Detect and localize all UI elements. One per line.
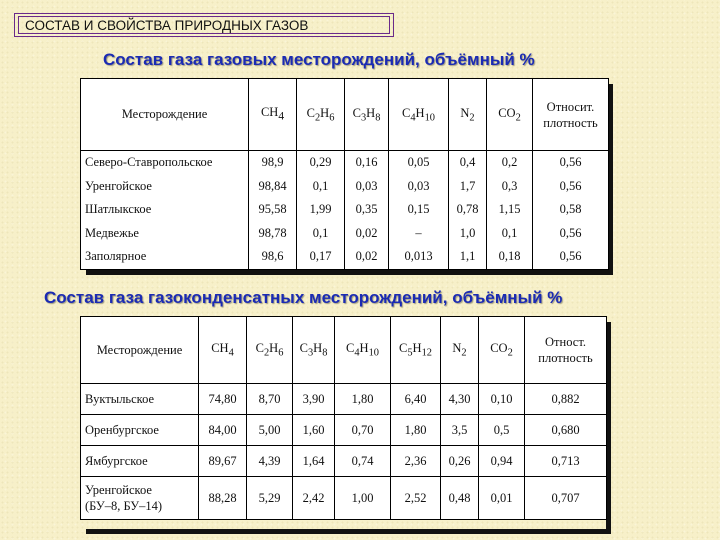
table-header-row [81, 317, 607, 384]
header-c3h8: $C_3H_8$ [345, 79, 389, 151]
table-row: Уренгойское 98,84 0,1 0,03 0,03 1,7 0,3 0,56 [81, 175, 609, 199]
header-c2h6: $C_2H_6$ [247, 317, 293, 384]
condensate-fields-table [80, 316, 607, 520]
table-row: Ямбургское 89,67 4,39 1,64 0,74 2,36 0,26 0,94 0,713 [81, 446, 607, 477]
header-ch4: $CH_4$ [199, 317, 247, 384]
table-row: Вуктыльское 74,80 8,70 3,90 1,80 6,40 4,30 0,10 0,882 [81, 384, 607, 415]
header-field: Месторождение [81, 79, 249, 151]
gas-fields-heading: Состав газа газовых месторождений, объёмный % [103, 50, 535, 69]
table1-shadow-bottom [86, 270, 613, 275]
gas-fields-table [80, 78, 609, 270]
table2-shadow-bottom [86, 529, 611, 534]
header-c2h6: $C_2H_6$ [297, 79, 345, 151]
table-header-row [81, 79, 609, 151]
table-row: Северо-Ставропольское 98,9 0,29 0,16 0,05 0,4 0,2 0,56 [81, 151, 609, 175]
table-row: Уренгойское (БУ–8, БУ–14) 88,28 5,29 2,42 1,00 2,52 0,48 0,01 0,707 [81, 477, 607, 520]
header-density: Отност. плотность [525, 317, 607, 384]
header-co2: $CO_2$ [479, 317, 525, 384]
table-row: Оренбургское 84,00 5,00 1,60 0,70 1,80 3,5 0,5 0,680 [81, 415, 607, 446]
header-n2: $N_2$ [449, 79, 487, 151]
page-title: СОСТАВ И СВОЙСТВА ПРИРОДНЫХ ГАЗОВ [18, 16, 390, 34]
header-n2: $N_2$ [441, 317, 479, 384]
header-ch4: $CH_4$ [249, 79, 297, 151]
header-density: Относит. плотность [533, 79, 609, 151]
header-c3h8: $C_3H_8$ [293, 317, 335, 384]
header-co2: $CO_2$ [487, 79, 533, 151]
condensate-fields-heading: Состав газа газоконденсатных месторождений, объёмный % [44, 288, 563, 307]
table-row: Шатлыкское 95,58 1,99 0,35 0,15 0,78 1,15 0,58 [81, 198, 609, 222]
header-c4h10: $C_4H_{10}$ [389, 79, 449, 151]
table-row: Заполярное 98,6 0,17 0,02 0,013 1,1 0,18 0,56 [81, 245, 609, 269]
table-row: Медвежье 98,78 0,1 0,02 – 1,0 0,1 0,56 [81, 222, 609, 246]
page-title-frame [14, 13, 394, 37]
header-c4h10: $C_4H_{10}$ [335, 317, 391, 384]
header-c5h12: $C_5H_{12}$ [391, 317, 441, 384]
header-field: Месторождение [81, 317, 199, 384]
